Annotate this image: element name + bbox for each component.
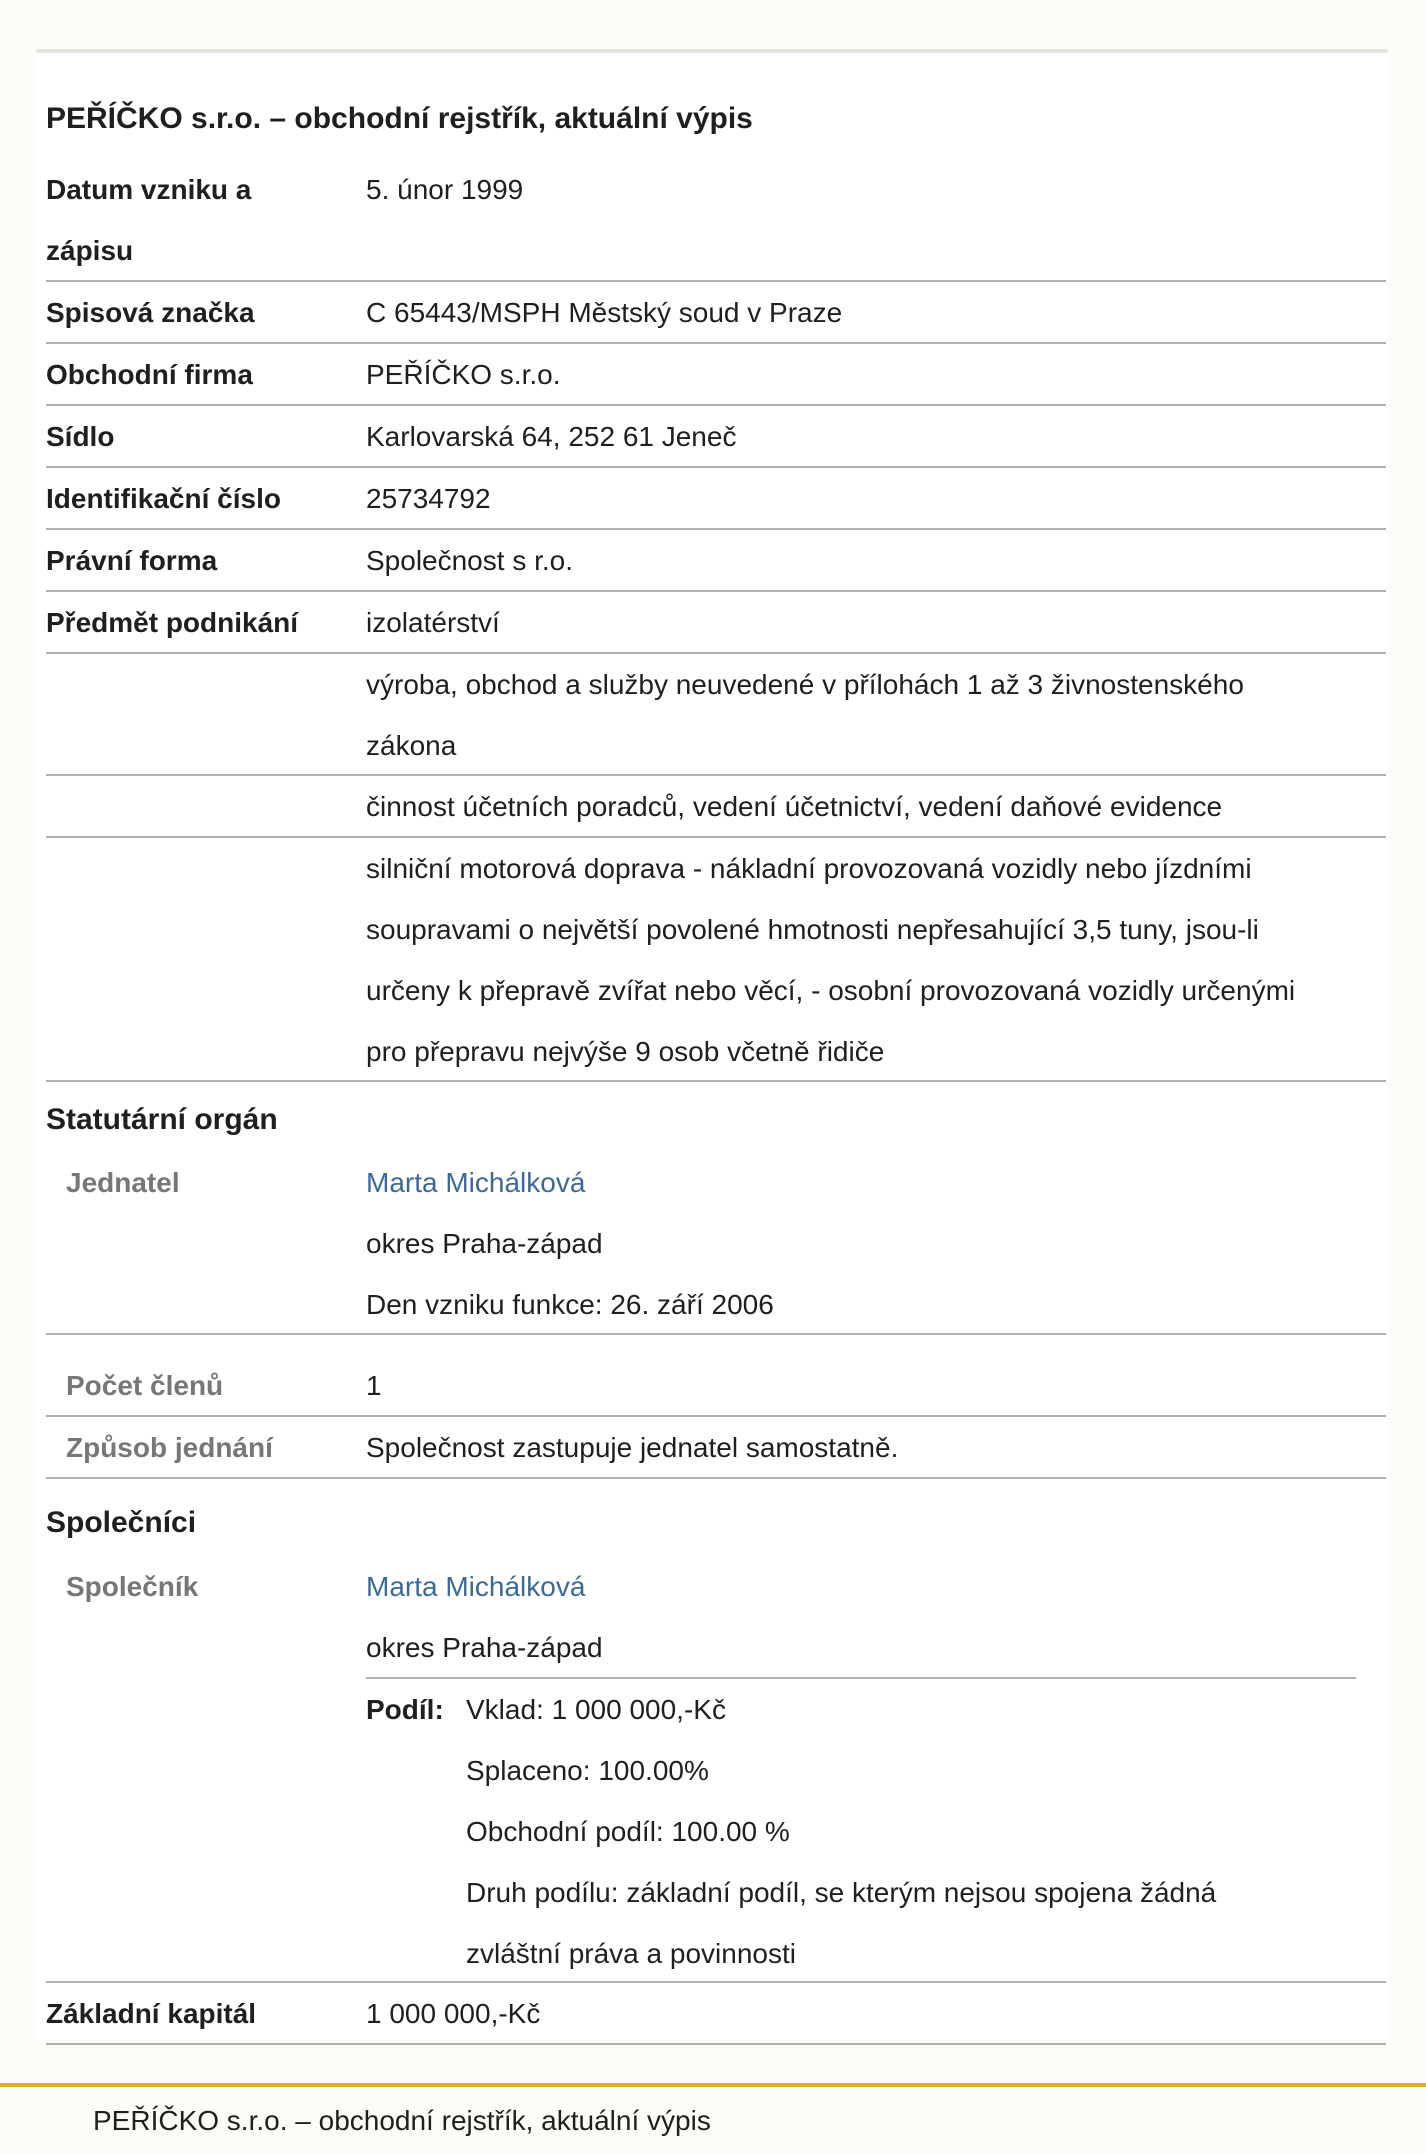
row-label-obchodni-firma: Obchodní firma <box>46 359 253 390</box>
row-pravni-forma <box>46 530 1386 592</box>
footer-divider <box>0 2083 1426 2087</box>
share-label: Podíl: <box>366 1694 444 1725</box>
row-spolecnik <box>46 1556 1386 1983</box>
person-district: okres Praha-západ <box>366 1632 603 1663</box>
row-label-jednatel: Jednatel <box>66 1167 180 1198</box>
person-link-jednatel[interactable]: Marta Michálková <box>366 1167 586 1198</box>
row-predmet-podnikani <box>46 592 1386 654</box>
row-value-jednatel <box>366 1152 1376 1335</box>
row-label-spolecnik: Společník <box>66 1571 199 1602</box>
row-identifikacni-cislo <box>46 468 1386 530</box>
value-line: výroba, obchod a služby neuvedené v přílohách 1 až 3 živnostenského <box>366 669 1244 700</box>
row-label-line: zápisu <box>46 235 134 266</box>
row-value-pocet-clenu: 1 <box>366 1370 382 1401</box>
row-value-predmet-item: činnost účetních poradců, vedení účetnictví, vedení daňové evidence <box>366 791 1223 822</box>
row-value-predmet-item: izolatérství <box>366 607 500 638</box>
row-value-identifikacni-cislo: 25734792 <box>366 483 491 514</box>
row-value-sidlo: Karlovarská 64, 252 61 Jeneč <box>366 421 737 452</box>
value-line: určeny k přepravě zvířat nebo věcí, - osobní provozovaná vozidly určenými <box>366 975 1296 1006</box>
row-label-predmet-podnikani: Předmět podnikání <box>46 607 299 638</box>
row-label-datum-vzniku <box>46 159 346 281</box>
row-label-pocet-clenu: Počet členů <box>66 1370 224 1401</box>
share-lines <box>466 1679 1216 1984</box>
row-sidlo <box>46 406 1386 468</box>
share-line: Obchodní podíl: 100.00 % <box>466 1816 790 1847</box>
section-title-statutarni-organ: Statutární orgán <box>46 1103 278 1136</box>
row-value-datum-vzniku: 5. únor 1999 <box>366 174 524 205</box>
register-extract <box>36 49 1388 2040</box>
row-value-predmet-item <box>366 654 1376 776</box>
share-details <box>366 1677 1356 1984</box>
function-since: Den vzniku funkce: 26. září 2006 <box>366 1289 774 1320</box>
row-label-sidlo: Sídlo <box>46 421 115 452</box>
footer-text: PEŘÍČKO s.r.o. – obchodní rejstřík, aktuální výpis <box>93 2105 711 2136</box>
row-predmet-podnikani-3 <box>46 776 1386 838</box>
row-jednatel <box>46 1152 1386 1335</box>
row-value-predmet-item <box>366 838 1376 1082</box>
row-datum-vzniku <box>46 159 1386 282</box>
share-line: Splaceno: 100.00% <box>466 1755 709 1786</box>
row-spisova-znacka <box>46 282 1386 344</box>
row-label-identifikacni-cislo: Identifikační číslo <box>46 483 281 514</box>
row-obchodni-firma <box>46 344 1386 406</box>
row-zakladni-kapital <box>46 1983 1386 2045</box>
share-line: Vklad: 1 000 000,-Kč <box>466 1694 726 1725</box>
row-value-pravni-forma: Společnost s r.o. <box>366 545 574 576</box>
row-value-zakladni-kapital: 1 000 000,-Kč <box>366 1998 541 2029</box>
row-predmet-podnikani-4 <box>46 838 1386 1082</box>
value-line: soupravami o největší povolené hmotnosti nepřesahující 3,5 tuny, jsou-li <box>366 914 1259 945</box>
row-value-spisova-znacka: C 65443/MSPH Městský soud v Praze <box>366 297 843 328</box>
person-district: okres Praha-západ <box>366 1228 603 1259</box>
value-line: silniční motorová doprava - nákladní provozovaná vozidly nebo jízdními <box>366 853 1252 884</box>
section-title-spolecnici: Společníci <box>46 1506 197 1539</box>
row-label-zakladni-kapital: Základní kapitál <box>46 1998 257 2029</box>
value-line: pro přepravu nejvýše 9 osob včetně řidiče <box>366 1036 885 1067</box>
share-line: zvláštní práva a povinnosti <box>466 1938 796 1969</box>
row-value-zpusob-jednani: Společnost zastupuje jednatel samostatně. <box>366 1432 899 1463</box>
row-label-spisova-znacka: Spisová značka <box>46 297 255 328</box>
row-pocet-clenu <box>46 1355 1386 1417</box>
row-label-zpusob-jednani: Způsob jednání <box>66 1432 273 1463</box>
row-predmet-podnikani-2 <box>46 654 1386 776</box>
row-zpusob-jednani <box>46 1417 1386 1479</box>
row-label-pravni-forma: Právní forma <box>46 545 218 576</box>
share-line: Druh podílu: základní podíl, se kterým nejsou spojena žádná <box>466 1877 1217 1908</box>
row-value-spolecnik <box>366 1556 1376 1678</box>
value-line: zákona <box>366 730 457 761</box>
person-link-spolecnik[interactable]: Marta Michálková <box>366 1571 586 1602</box>
row-value-obchodni-firma: PEŘÍČKO s.r.o. <box>366 359 561 390</box>
page-title: PEŘÍČKO s.r.o. – obchodní rejstřík, aktuální výpis <box>46 102 753 135</box>
row-label-line: Datum vzniku a <box>46 174 252 205</box>
